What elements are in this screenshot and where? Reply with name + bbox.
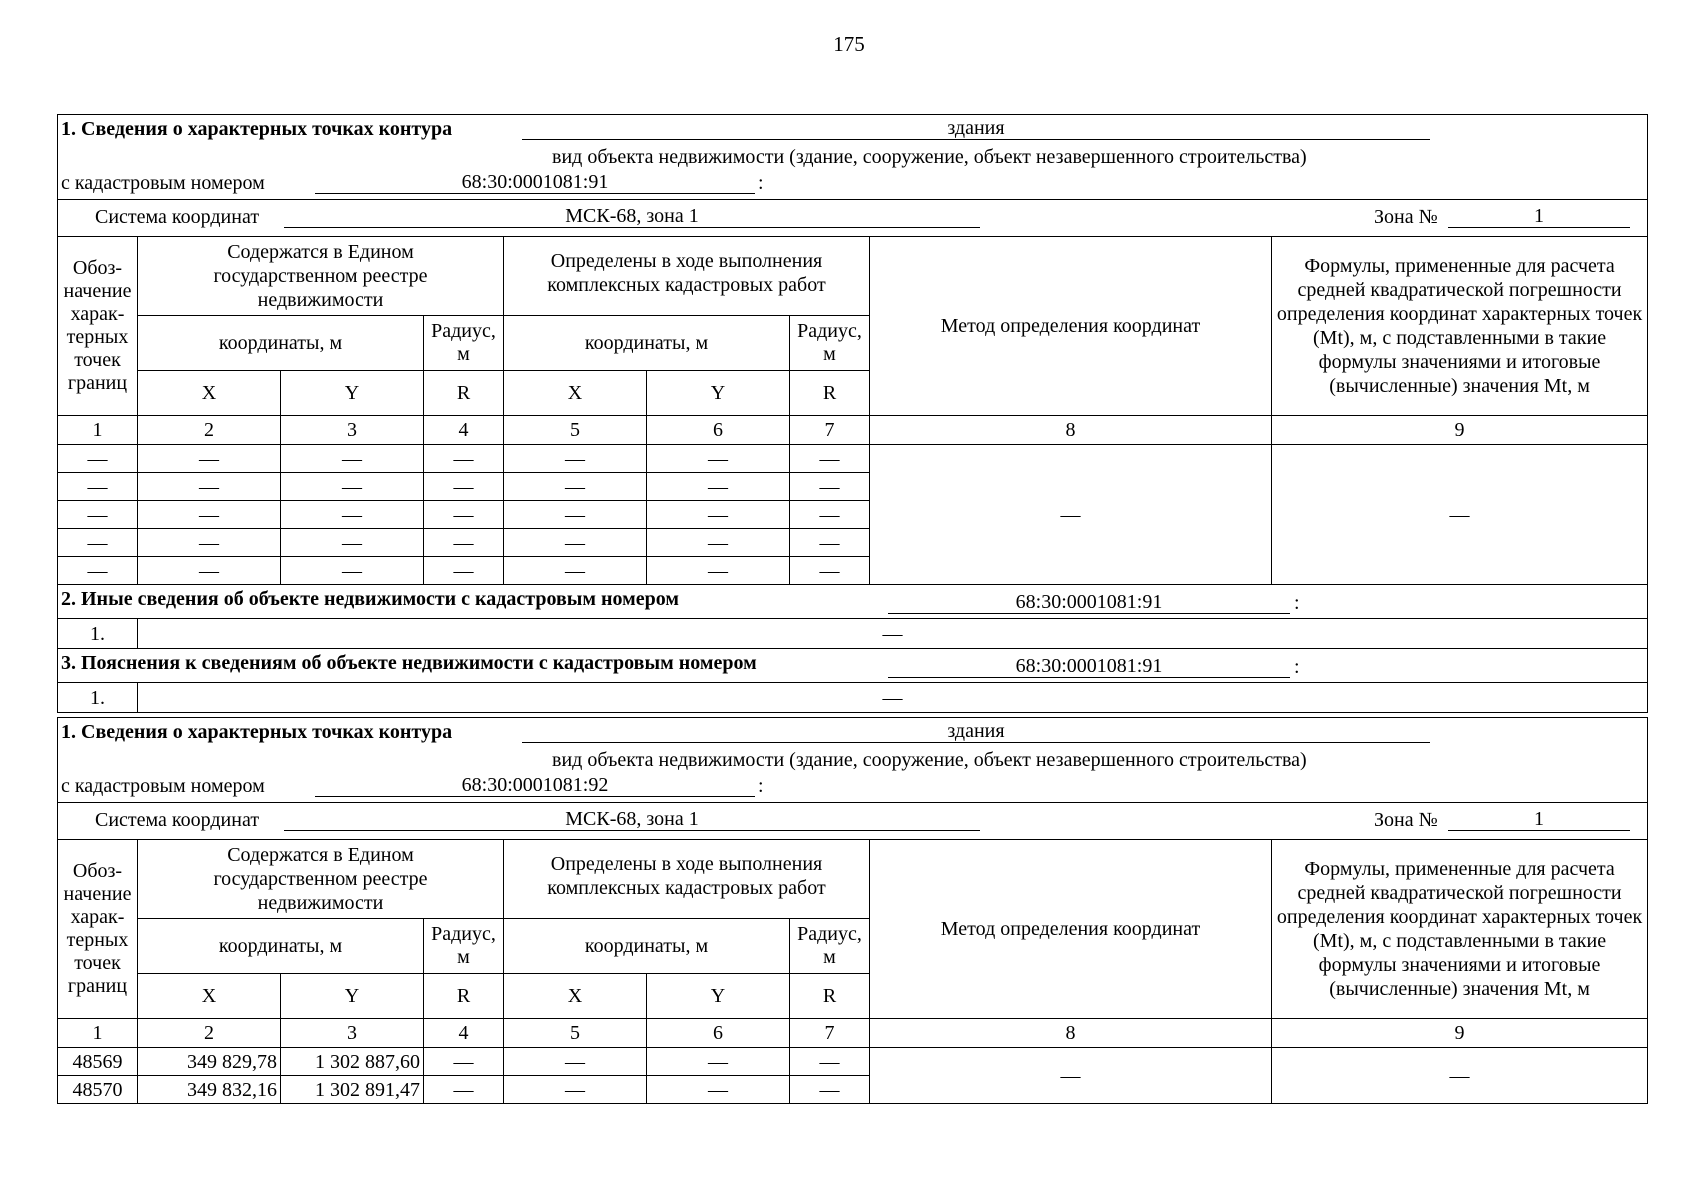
col-number: 5 [504,416,647,445]
col-header-determined: Определены в ходе выполнения комплексных кадастровых работ [504,840,870,919]
table-cell: — [58,445,138,473]
col-header-radius-determined: Радиус, м [790,316,870,371]
col-number: 1 [58,1019,138,1048]
points-table [57,114,1648,713]
col-number: 2 [138,1019,281,1048]
col-number: 6 [647,1019,790,1048]
object-kind-caption: вид объекта недвижимости (здание, сооружение, объект незавершенного строительства) [552,749,1307,771]
cadastral-number: 68:30:0001081:91 [315,171,755,194]
table-cell: — [138,529,281,557]
col-header-r: R [790,371,870,416]
section-3-title: 3. Пояснения к сведениям об объекте недвижимости с кадастровым номером [61,652,757,674]
table-cell: — [647,1076,790,1104]
table-cell: — [504,1076,647,1104]
col-number: 7 [790,1019,870,1048]
table-cell: 1 302 887,60 [281,1048,424,1076]
col-number: 4 [424,416,504,445]
col-header-r: R [424,974,504,1019]
section-3-header [58,649,1648,683]
object-kind-value: здания [522,117,1430,140]
item-value: — [138,619,1648,649]
coord-system-label: Система координат [95,206,260,228]
coord-system-value: МСК-68, зона 1 [284,808,980,831]
col-header-coords-determined: координаты, м [504,316,790,371]
table-cell: — [790,529,870,557]
coord-system-row [58,803,1648,840]
cadastral-number: 68:30:0001081:92 [315,774,755,797]
table-cell: — [281,473,424,501]
col-header-coords-determined: координаты, м [504,919,790,974]
table-cell: — [647,529,790,557]
zone-value: 1 [1448,205,1630,228]
table-cell: — [504,473,647,501]
col-header-radius-determined: Радиус, м [790,919,870,974]
colon: : [758,172,764,194]
table-cell: — [790,473,870,501]
table-row [58,445,1648,473]
colon: : [1294,592,1300,614]
table-cell: — [647,445,790,473]
table-cell: 349 832,16 [138,1076,281,1104]
table-cell: — [281,445,424,473]
col-header-egrn: Содержатся в Едином государственном реестре недвижимости [138,237,504,316]
col-number: 7 [790,416,870,445]
col-number: 9 [1272,416,1648,445]
object-kind-value: здания [522,720,1430,743]
table-cell: — [790,557,870,585]
col-header-x: X [138,974,281,1019]
col-number: 9 [1272,1019,1648,1048]
table-cell: — [58,501,138,529]
zone-label: Зона № [1374,809,1438,831]
table-cell: — [424,473,504,501]
section-1-title: 1. Сведения о характерных точках контура [61,721,453,743]
table-cell: — [790,1076,870,1104]
colon: : [758,775,764,797]
table-cell: — [424,1076,504,1104]
table-cell: 349 829,78 [138,1048,281,1076]
object-kind-caption: вид объекта недвижимости (здание, сооружение, объект незавершенного строительства) [552,146,1307,168]
col-number: 5 [504,1019,647,1048]
table-cell: — [424,501,504,529]
col-header-radius-egrn: Радиус, м [424,316,504,371]
table-cell: — [138,445,281,473]
col-header-x: X [138,371,281,416]
col-header-formulas: Формулы, примененные для расчета средней квадратической погрешности определения координат характерных точек (Mt), м, с подставленными в такие формулы значениями и итоговые (вычисленные) значения Mt, м [1272,237,1648,416]
col-header-y: Y [281,974,424,1019]
table-cell: — [504,501,647,529]
coord-system-value: МСК-68, зона 1 [284,205,980,228]
item-value: — [138,683,1648,713]
col-header-x: X [504,974,647,1019]
table-cell: — [504,1048,647,1076]
table-cell: — [504,529,647,557]
col-number: 1 [58,416,138,445]
table-cell: — [424,557,504,585]
table-cell: — [647,473,790,501]
col-header-designation: Обоз- начение харак- терных точек границ [58,840,138,1019]
method-value: — [870,445,1272,585]
table-cell: — [424,529,504,557]
table-cell: 48569 [58,1048,138,1076]
formulas-value: — [1272,1048,1648,1104]
table-cell: — [790,501,870,529]
cadastral-label: с кадастровым номером [61,775,265,797]
col-number: 8 [870,1019,1272,1048]
col-number: 8 [870,416,1272,445]
col-number: 3 [281,416,424,445]
table-cell: — [647,1048,790,1076]
table-cell: 48570 [58,1076,138,1104]
col-header-determined: Определены в ходе выполнения комплексных кадастровых работ [504,237,870,316]
section-1-header [58,718,1648,803]
col-header-radius-egrn: Радиус, м [424,919,504,974]
table-cell: — [647,557,790,585]
colon: : [1294,656,1300,678]
col-header-coords-egrn: координаты, м [138,919,424,974]
col-header-r: R [790,974,870,1019]
formulas-value: — [1272,445,1648,585]
table-cell: — [58,529,138,557]
table-cell: — [647,501,790,529]
item-number: 1. [58,683,138,713]
table-cell: — [58,557,138,585]
col-header-method: Метод определения координат [870,840,1272,1019]
coord-system-label: Система координат [95,809,260,831]
table-cell: — [138,557,281,585]
cadastral-label: с кадастровым номером [61,172,265,194]
col-header-r: R [424,371,504,416]
section-2-item [58,619,1648,649]
zone-value: 1 [1448,808,1630,831]
col-header-coords-egrn: координаты, м [138,316,424,371]
col-header-y: Y [647,371,790,416]
table-cell: — [790,1048,870,1076]
coord-system-row [58,200,1648,237]
points-table [57,717,1648,1104]
col-number: 4 [424,1019,504,1048]
section-3-item [58,683,1648,713]
page-number: 175 [833,32,865,56]
col-number: 2 [138,416,281,445]
col-header-y: Y [647,974,790,1019]
col-number: 3 [281,1019,424,1048]
table-cell: — [790,445,870,473]
table-cell: — [281,557,424,585]
col-header-egrn: Содержатся в Едином государственном реестре недвижимости [138,840,504,919]
table-cell: — [281,501,424,529]
document [57,114,1647,1104]
table-cell: — [424,445,504,473]
zone-label: Зона № [1374,206,1438,228]
section-1-title: 1. Сведения о характерных точках контура [61,118,453,140]
section-3-cadastral-number: 68:30:0001081:91 [888,655,1290,678]
section-2-cadastral-number: 68:30:0001081:91 [888,591,1290,614]
col-header-designation: Обоз- начение харак- терных точек границ [58,237,138,416]
col-header-method: Метод определения координат [870,237,1272,416]
col-header-formulas: Формулы, примененные для расчета средней квадратической погрешности определения координат характерных точек (Mt), м, с подставленными в такие формулы значениями и итоговые (вычисленные) значения Mt, м [1272,840,1648,1019]
table-cell: — [504,445,647,473]
table-cell: — [138,473,281,501]
table-cell: — [58,473,138,501]
table-cell: — [281,529,424,557]
table-row [58,1048,1648,1076]
table-cell: — [424,1048,504,1076]
table-cell: 1 302 891,47 [281,1076,424,1104]
section-2-title: 2. Иные сведения об объекте недвижимости с кадастровым номером [61,588,680,610]
col-number: 6 [647,416,790,445]
col-header-x: X [504,371,647,416]
section-1-header [58,115,1648,200]
table-cell: — [138,501,281,529]
col-header-y: Y [281,371,424,416]
section-2-header [58,585,1648,619]
method-value: — [870,1048,1272,1104]
table-cell: — [504,557,647,585]
item-number: 1. [58,619,138,649]
